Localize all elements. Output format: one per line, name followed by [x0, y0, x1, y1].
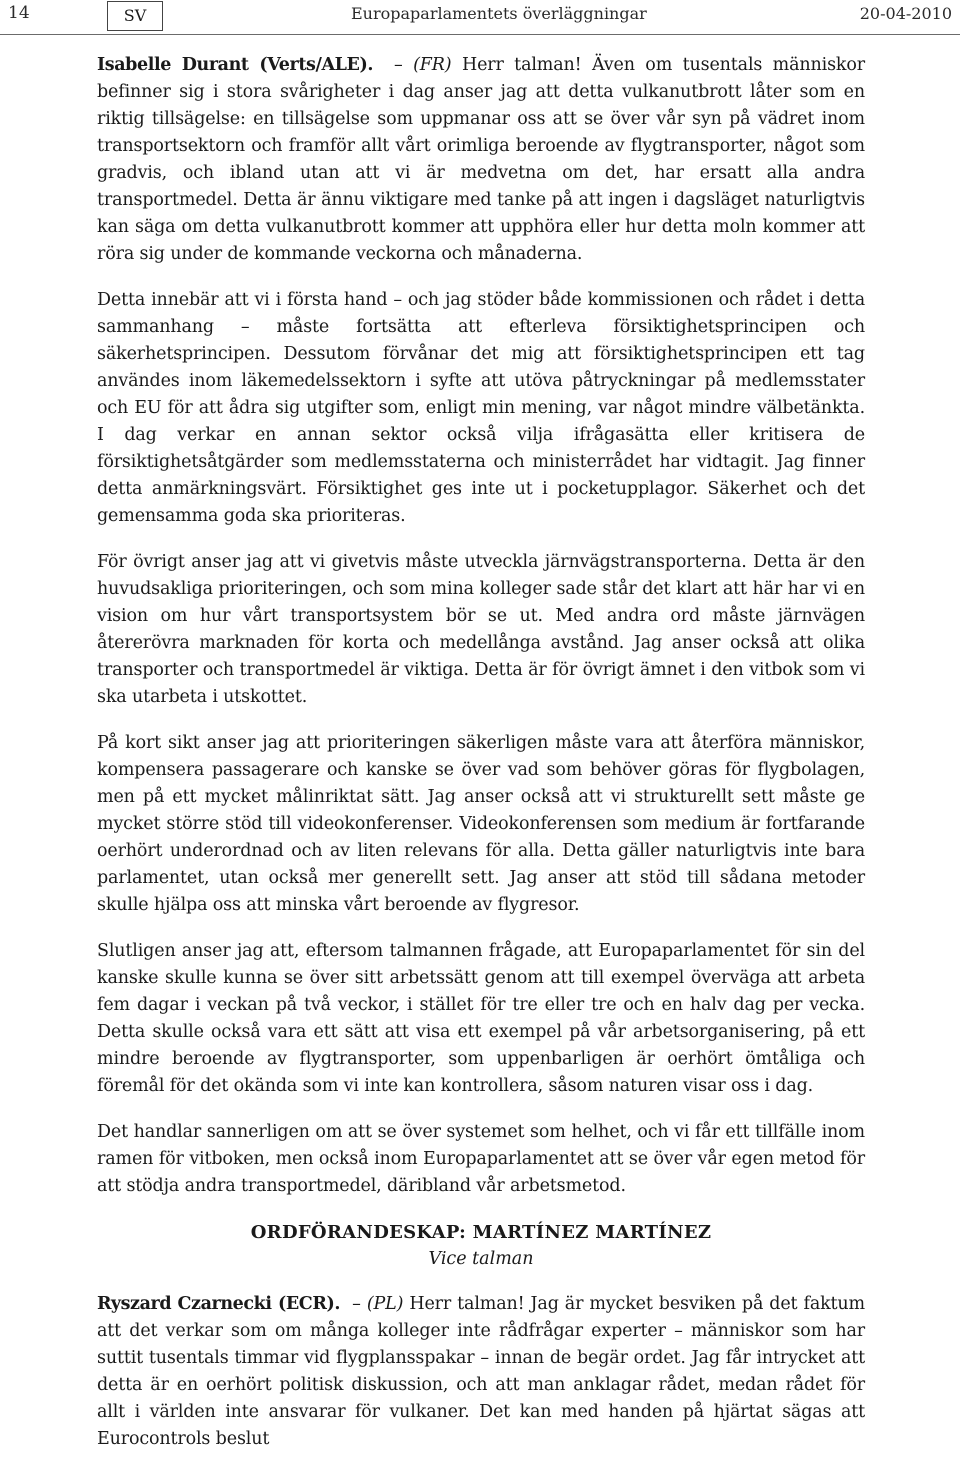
chair-role: Vice talman	[428, 1249, 534, 1269]
language-code-box: SV	[107, 1, 163, 31]
document-title: Europaparlamentets överläggningar	[351, 4, 647, 23]
page-header	[0, 0, 960, 35]
paragraph-text: Herr talman! Även om tusentals människor befinner sig i stora svårigheter i dag anser jag att detta vulkanutbrott låter som en riktig tillsägelse: en tillsägelse som uppmanar oss att se över vår syn på vädret inom transportsektorn och framför allt vårt orimliga beroende av flygtransporter, något som gradvis, och ibland utan att vi är medvetna om det, har ersatt alla andra transportmedel. Detta är ännu viktigare med tanke på att ingen i dagsläget naturligtvis kan säga om detta vulkanutbrott kommer att upphöra eller hur detta moln kommer att röra sig under de kommande veckorna och månaderna.	[97, 55, 865, 264]
dash: –	[383, 55, 414, 75]
page-number: 14	[8, 3, 30, 23]
paragraph: För övrigt anser jag att vi givetvis måste utveckla järnvägstransporterna. Detta är den huvudsakliga prioriteringen, och som mina kolleger sade står det klart att här har vi en vision om hur vårt transportsystem bör se ut. Med andra ord måste järnvägen återerövra marknaden för korta och medellånga avstånd. Jag anser också att olika transporter och transportmedel är viktiga. Detta är för övrigt ämnet i den vitbok som vi ska utarbeta i utskottet.	[97, 552, 865, 707]
speaker-name: Isabelle Durant (Verts/ALE).	[97, 55, 374, 75]
dash: –	[346, 1294, 367, 1314]
speaker-name: Ryszard Czarnecki (ECR).	[97, 1294, 341, 1314]
language-tag: (FR)	[413, 55, 452, 75]
chair-heading: ORDFÖRANDESKAP: MARTÍNEZ MARTÍNEZ	[250, 1222, 712, 1243]
language-tag: (PL)	[366, 1294, 404, 1314]
paragraph-text: Herr talman! Jag är mycket besviken på det faktum att det verkar som om många kolleger inte rådfrågar experter – människor som har suttit tusentals timmar vid flygplansspakar – innan de begär ordet. Jag får intrycket att detta är en oerhört politisk diskussion, och att man anklagar rådet, medan rådet för allt i världen inte ansvarar för vulkaner. Det kan med handen på hjärtat sägas att Eurocontrols beslut	[97, 1294, 865, 1449]
debate-text	[97, 52, 865, 1472]
paragraph: På kort sikt anser jag att prioriteringen säkerligen måste vara att återföra människor, kompensera passagerare och kanske se över vad som behöver göras för flygbolagen, men på ett mycket målinriktat sätt. Jag anser också att vi strukturellt sett måste ge mycket större stöd till videokonferenser. Videokonferensen som medium är fortfarande oerhört underordnad och av liten relevans för alla. Detta gäller naturligtvis inte bara parlamentet, utan också mer generellt sett. Jag anser att stöd till sådana metoder skulle hjälpa oss att minska vårt beroende av flygresor.	[97, 733, 865, 915]
paragraph: Det handlar sannerligen om att se över systemet som helhet, och vi får ett tillfälle inom ramen för vitboken, men också inom Europaparlamentet att se över vår egen metod för att stödja andra transportmedel, däribland vår arbetsmetod.	[97, 1122, 865, 1196]
document-date: 20-04-2010	[859, 4, 952, 23]
paragraph: Detta innebär att vi i första hand – och jag stöder både kommissionen och rådet i detta sammanhang – måste fortsätta att efterleva försiktighetsprincipen och säkerhetsprincipen. Dessutom förvånar det mig att försiktighetsprincipen ett tag användes inom läkemedelssektorn i syfte att utöva påtryckningar på medlemsstater och EU för att ådra sig utgifter som, enligt min mening, var något mindre välbetänkta. I dag verkar en annan sektor också vilja ifrågasätta eller kritisera de försiktighetsåtgärder som medlemsstaterna och ministerrådet har vidtagit. Jag finner detta anmärkningsvärt. Försiktighet ges inte ut i pocketupplagor. Säkerhet och det gemensamma goda ska prioriteras.	[97, 290, 865, 526]
paragraph	[97, 1291, 865, 1453]
paragraph	[97, 52, 865, 268]
paragraph: Slutligen anser jag att, eftersom talmannen frågade, att Europaparlamentet för sin del kanske skulle kunna se över sitt arbetssätt genom att till exempel överväga att arbeta fem dagar i veckan på två veckor, i stället för tre eller tre och en halv dag per vecka. Detta skulle också vara ett sätt att visa ett exempel på vår arbetsorganisering, på ett mindre beroende av flygtransporter, som uppenbarligen är oerhört ömtåliga och föremål för det okända som vi inte kan kontrollera, såsom naturen visar oss i dag.	[97, 941, 865, 1096]
